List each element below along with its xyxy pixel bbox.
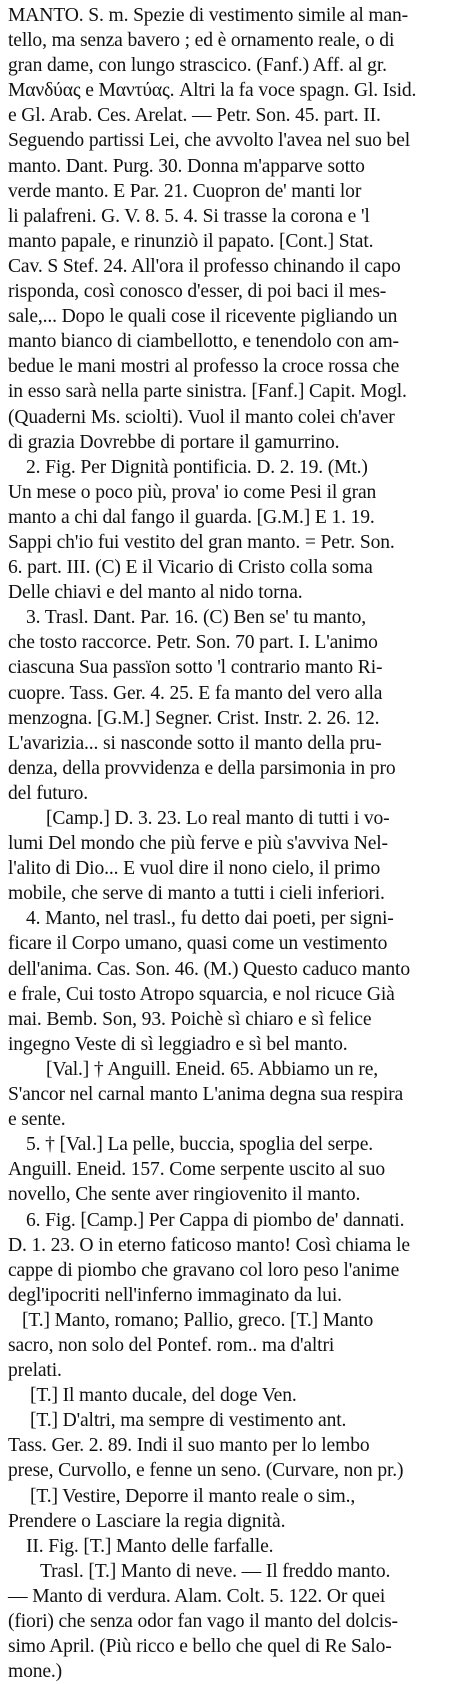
entry-line: e sente. xyxy=(8,1109,66,1131)
entry-line: li palafreni. G. V. 8. 5. 4. Si trasse la corona e 'l xyxy=(8,205,370,227)
entry-line: prese, Curvollo, e fenne un seno. (Curvare, non pr.) xyxy=(8,1460,404,1482)
entry-line: — Manto di verdura. Alam. Colt. 5. 122. Or quei xyxy=(8,1585,386,1607)
entry-line: manto papale, e rinunziò il papato. [Cont.] Stat. xyxy=(8,230,374,252)
entry-line: dell'anima. Cas. Son. 46. (M.) Questo caduco manto xyxy=(8,958,410,980)
sense-2-line: 2. Fig. Per Dignità pontificia. D. 2. 19. (Mt.) xyxy=(26,456,368,478)
entry-line: bedue le mani mostri al professo la croce rossa che xyxy=(8,356,400,378)
entry-line: (fiori) che senza odor fan vago il manto del dolcis- xyxy=(8,1611,398,1632)
entry-line: S'ancor nel carnal manto L'anima degna sua respira xyxy=(8,1084,404,1106)
entry-line: mone.) xyxy=(8,1661,63,1683)
entry-line: tello, ma senza bavero ; ed è ornamento reale, o di xyxy=(8,30,395,52)
entry-line: lumi Del mondo che più ferve e più s'avviva Nel- xyxy=(8,833,388,855)
entry-line: in esso sarà nella parte sinistra. [Fanf.] Capit. Mogl. xyxy=(8,381,407,403)
entry-line: e Gl. Arab. Ces. Arelat. — Petr. Son. 45. part. II. xyxy=(8,105,381,127)
entry-line: menzogna. [G.M.] Segner. Crist. Instr. 2. 26. 12. xyxy=(8,707,380,729)
entry-line: cuopre. Tass. Ger. 4. 25. E fa manto del vero alla xyxy=(8,682,383,704)
sense-3-line: 3. Trasl. Dant. Par. 16. (C) Ben se' tu manto, xyxy=(26,607,367,629)
entry-line: gran dame, con lungo strascico. (Fanf.) Aff. al gr. xyxy=(8,55,387,77)
entry-line: denza, della provvidenza e della parsimonia in pro xyxy=(8,757,396,779)
sense-6-line: 6. Fig. [Camp.] Per Cappa di piombo de' dannati. xyxy=(26,1209,405,1231)
entry-line: Prendere o Lasciare la regia dignità. xyxy=(8,1510,286,1532)
entry-line: mobile, che serve di manto a tutti i cieli inferiori. xyxy=(8,883,385,905)
subsense-line: [Val.] † Anguill. Eneid. 65. Abbiamo un re, xyxy=(46,1058,379,1080)
entry-line: l'alito di Dio... E vuol dire il nono cielo, il primo xyxy=(8,858,381,880)
entry-line: del futuro. xyxy=(8,782,88,804)
sense-4-line: 4. Manto, nel trasl., fu detto dai poeti, per signi- xyxy=(26,908,394,930)
entry-line: che tosto raccorce. Petr. Son. 70 part. I. L'animo xyxy=(8,632,378,654)
subsense-line: [T.] Vestire, Deporre il manto reale o sim., xyxy=(30,1485,356,1507)
entry-line: degl'ipocriti nell'inferno immaginato da lui. xyxy=(8,1284,342,1306)
sense-II-line: II. Fig. [T.] Manto delle farfalle. xyxy=(26,1535,274,1557)
entry-line: Delle chiavi e del manto al nido torna. xyxy=(8,582,303,604)
entry-line: prelati. xyxy=(8,1360,62,1382)
entry-line: risponda, così conosco d'esser, di poi baci il mes- xyxy=(8,281,387,303)
sense-5-line: 5. † [Val.] La pelle, buccia, spoglia del serpe. xyxy=(26,1134,373,1156)
entry-line: di grazia Dovrebbe di portare il gamurrino. xyxy=(8,431,340,453)
entry-line: Sappi ch'io fui vestito del gran manto. = Petr. Son. xyxy=(8,531,395,553)
entry-line: D. 1. 23. O in eterno faticoso manto! Così chiama le xyxy=(8,1234,410,1256)
subsense-line: [T.] Il manto ducale, del doge Ven. xyxy=(30,1385,297,1407)
entry-line: Seguendo partissi Lei, che avvolto l'avea nel suo bel xyxy=(8,130,411,152)
entry-line: (Quaderni Ms. sciolti). Vuol il manto colei ch'aver xyxy=(8,406,395,428)
entry-line: manto. Dant. Purg. 30. Donna m'apparve sotto xyxy=(8,155,365,177)
entry-line: simo April. (Più ricco e bello che quel di Re Salo- xyxy=(8,1636,392,1658)
entry-line: ciascuna Sua passïon sotto 'l contrario manto Ri- xyxy=(8,657,383,679)
entry-line: sale,... Dopo le quali cose il ricevente pigliando un xyxy=(8,306,398,328)
entry-line: verde manto. E Par. 21. Cuopron de' manti lor xyxy=(8,180,362,202)
dictionary-entry-manto xyxy=(8,3,463,1684)
entry-line: Anguill. Eneid. 157. Come serpente uscito al suo xyxy=(8,1159,385,1181)
entry-line: sacro, non solo del Pontef. rom.. ma d'altri xyxy=(8,1334,335,1356)
entry-line: novello, Che sente aver ringiovenito il manto. xyxy=(8,1184,361,1206)
subsense-line: Trasl. [T.] Manto di neve. — Il freddo manto. xyxy=(40,1560,391,1582)
entry-line: L'avarizia... si nasconde sotto il manto della pru- xyxy=(8,732,382,754)
entry-line: manto bianco di ciambellotto, e tenendolo con am- xyxy=(8,331,399,353)
entry-line: MANTO. S. m. Spezie di vestimento simile al man- xyxy=(8,5,409,26)
entry-line: 6. part. III. (C) E il Vicario di Cristo colla soma xyxy=(8,557,373,579)
entry-line: cappe di piombo che gravano col loro peso l'anime xyxy=(8,1259,400,1281)
entry-line: Un mese o poco più, prova' io come Pesi il gran xyxy=(8,481,377,503)
entry-line: mai. Bemb. Son, 93. Poichè sì chiaro e sì felice xyxy=(8,1008,372,1030)
entry-line: ingegno Veste di sì leggiadro e sì bel manto. xyxy=(8,1033,348,1055)
subsense-line: [T.] D'altri, ma sempre di vestimento ant. xyxy=(30,1410,347,1432)
entry-line: manto a chi dal fango il guarda. [G.M.] E 1. 19. xyxy=(8,506,375,528)
entry-line: Cav. S Stef. 24. All'ora il professo chinando il capo xyxy=(8,255,401,277)
entry-line: Tass. Ger. 2. 89. Indi il suo manto per lo lembo xyxy=(8,1435,370,1457)
entry-line: e frale, Cui tosto Atropo squarcia, e nol ricuce Già xyxy=(8,983,395,1005)
subsense-line: [Camp.] D. 3. 23. Lo real manto di tutti i vo- xyxy=(46,808,390,829)
entry-line: Μανδύας e Μαντύας. Altri la fa voce spagn. Gl. Isid. xyxy=(8,80,417,102)
entry-line: ficare il Corpo umano, quasi come un vestimento xyxy=(8,933,388,955)
subsense-line: [T.] Manto, romano; Pallio, greco. [T.] Manto xyxy=(22,1309,374,1331)
